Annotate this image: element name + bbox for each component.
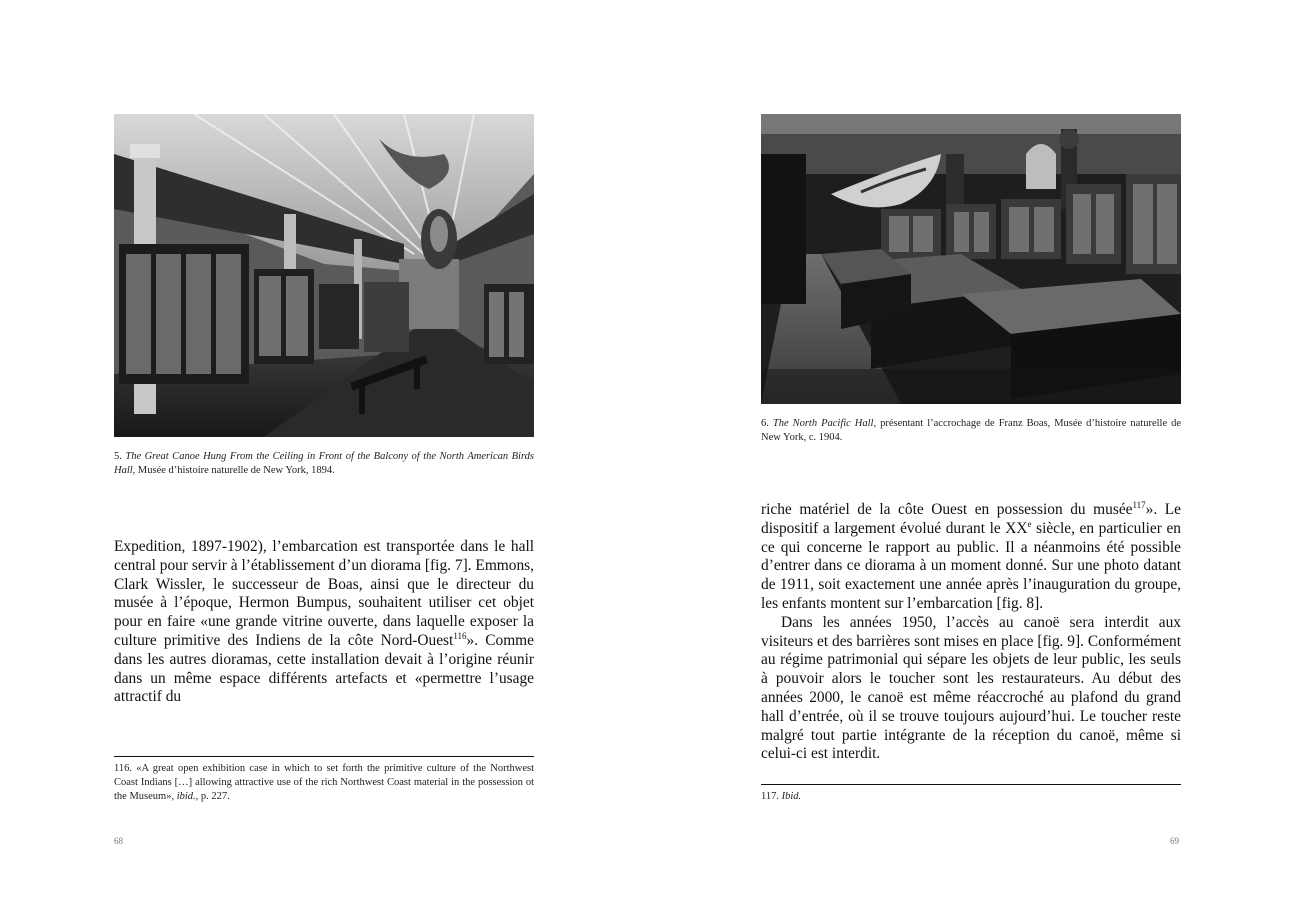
footnote-ref-117[interactable]: 117 <box>1132 499 1146 510</box>
figure-6-caption <box>761 417 1181 445</box>
figure-number: 6. <box>761 418 769 429</box>
figure-title: The North Pacific Hall, <box>772 418 877 429</box>
page-number-left: 68 <box>114 836 123 846</box>
footnote-rule <box>761 784 1181 785</box>
left-body-text <box>114 538 534 707</box>
footnote-rule <box>114 756 534 757</box>
paragraph: riche matériel de la côte Ouest en possession du musée$^{117}$». Le dispositif a largement évolué durant le XXe siècle, en particulier en ce qui concerne le rapport au public. Il a néanmoins été possible d’entrer dans ce diorama à un moment donné. Sur une photo datant de 1911, soit exactement une année après l’inauguration du groupe, les enfants montent sur l’embarcation [fig. 8]. <box>761 499 1182 612</box>
figure-5-photo <box>114 114 534 437</box>
museum-hall-canoe-image <box>114 114 534 437</box>
figure-6-photo <box>761 114 1181 404</box>
footnote-116: 116. «A great open exhibition case in which to set forth the primitive culture of the Northwest Coast Indians […] allowing attractive use of the rich Northwest Coast material in the possession ot the Museum», ibid., p. 227. <box>114 763 534 802</box>
figure-title: The Great Canoe Hung From the Ceiling in Front of the Balcony of the North American Birds Hall, <box>114 451 534 476</box>
figure-5-caption <box>114 450 534 478</box>
figure-details: présentant l’accrochage de Franz Boas, Musée d’histoire naturelle de New York, c. 1904. <box>761 418 1182 443</box>
paragraph: Dans les années 1950, l’accès au canoë sera interdit aux visiteurs et des barrières sont mises en place [fig. 9]. Conformément au régime patrimonial qui sépare les objets de leur public, les seuls à pouvoir alors le toucher sont les restaurateurs. Au début des années 2000, le canoë est même réaccroché au plafond du grand hall d’entrée, où il se trouve toujours aujourd’hui. Le toucher reste malgré tout partie intégrante de la réception du canoë, même si celui-ci est interdit. <box>761 613 1181 763</box>
figure-details: Musée d’histoire naturelle de New York, 1894. <box>137 465 335 476</box>
footnote-117: 117. Ibid. <box>761 791 802 802</box>
figure-number: 5. <box>114 451 122 462</box>
north-pacific-hall-image <box>761 114 1181 404</box>
paragraph: Expedition, 1897-1902), l’embarcation est transportée dans le hall central pour servir à l’établissement d’un diorama [fig. 7]. Emmons, Clark Wissler, le successeur de Boas, ainsi que le directeur du musée à l’époque, Hermon Bumpus, souhaitent utiliser cet objet pour en faire «une grande vitrine ouverte, dans laquelle exposer la culture primitive des Indiens de la côte Nord-Ouest$^{116}$». Comme dans les autres dioramas, cette installation devait à l’origine réunir dans un même espace différents artefacts et «permettre l’usage attractif du <box>114 538 534 706</box>
footnote-ref-116[interactable]: 116 <box>453 630 467 641</box>
right-body-text <box>761 501 1181 764</box>
page-number-right: 69 <box>1170 836 1179 846</box>
